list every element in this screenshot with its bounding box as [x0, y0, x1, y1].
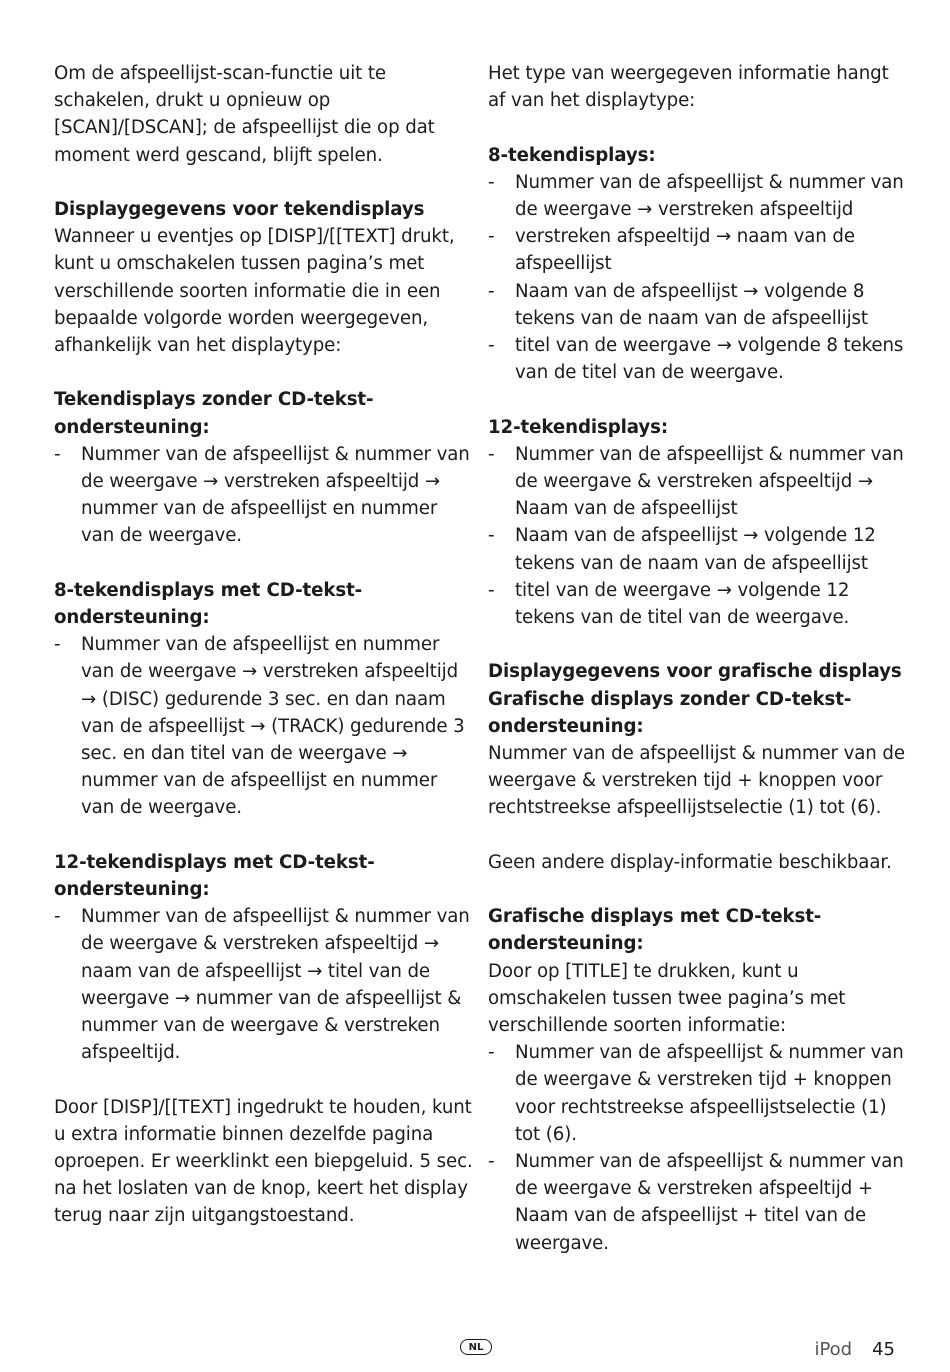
list-item: - Naam van de afspeellijst → volgende 12 tekens van de naam van de afspeellijst — [488, 522, 908, 576]
paragraph: Nummer van de afspeellijst & nummer van de weergave & verstreken tijd + knoppen voor rechtstreekse afspeellijstselectie (1) tot (6). — [488, 743, 905, 819]
list-item: - Nummer van de afspeellijst en nummer van de weergave → verstreken afspeeltijd → (DISC) gedurende 3 sec. en dan naam van de afspeellijst → (TRACK) gedurende 3 sec. en dan titel van de weergave → nummer van de afspeellijst en nummer van de weergave. — [54, 631, 474, 821]
page-number: 45 — [872, 1339, 895, 1360]
footer-brand: iPod — [814, 1339, 853, 1360]
paragraph: Geen andere display-informatie beschikbaar. — [488, 851, 892, 873]
list-item: - Nummer van de afspeellijst & nummer van de weergave & verstreken tijd + knoppen voor rechtstreekse afspeellijstselectie (1) tot (6). — [488, 1039, 908, 1148]
right-column — [488, 60, 908, 1257]
subheading: 12-tekendisplays met CD-tekst-ondersteuning: — [54, 851, 375, 901]
subheading: 8-tekendisplays met CD-tekst-ondersteuning: — [54, 579, 363, 629]
bullet-list — [488, 169, 908, 387]
subheading: Tekendisplays zonder CD-tekst-ondersteuning: — [54, 389, 374, 438]
language-badge: NL — [460, 1339, 492, 1355]
intro-paragraph: Om de afspeellijst-scan-functie uit te schakelen, drukt u opnieuw op [SCAN]/[DSCAN]; de afspeellijst die op dat moment werd gescand, blijft spelen. — [54, 63, 435, 166]
subheading: Grafische displays met CD-tekst-ondersteuning: — [488, 906, 822, 955]
list-item: - Nummer van de afspeellijst & nummer van de weergave → verstreken afspeeltijd — [488, 169, 908, 223]
list-item: - titel van de weergave → volgende 8 tekens van de titel van de weergave. — [488, 332, 908, 386]
subheading: 12-tekendisplays: — [488, 416, 669, 438]
paragraph: Door op [TITLE] te drukken, kunt u omschakelen tussen twee pagina’s met verschillende soorten informatie: — [488, 960, 846, 1037]
bullet-list — [54, 441, 474, 550]
list-item: - Nummer van de afspeellijst & nummer van de weergave → verstreken afspeeltijd → nummer van de afspeellijst en nummer van de weergave. — [54, 441, 474, 550]
list-item: - Nummer van de afspeellijst & nummer van de weergave & verstreken afspeeltijd → Naam van de afspeellijst — [488, 441, 908, 523]
paragraph: Door [DISP]/[[TEXT] ingedrukt te houden, kunt u extra informatie binnen dezelfde pagina oproepen. Er weerklinkt een biepgeluid. 5 sec. na het loslaten van de knop, keert het display terug naar zijn uitgangstoestand. — [54, 1096, 473, 1227]
paragraph: Wanneer u eventjes op [DISP]/[[TEXT] drukt, kunt u omschakelen tussen pagina’s met verschillende soorten informatie die in een bepaalde volgorde worden weergegeven, afhankelijk van het displaytype: — [54, 226, 455, 357]
bullet-list — [488, 1039, 908, 1257]
section-heading-character-displays: Displaygegevens voor tekendisplays — [54, 199, 425, 220]
list-item: - Nummer van de afspeellijst & nummer van de weergave & verstreken afspeeltijd → naam van de afspeellijst → titel van de weergave → nummer van de afspeellijst & nummer van de weergave & verstreken afspeeltijd. — [54, 903, 474, 1066]
bullet-list — [54, 631, 474, 821]
bullet-list — [54, 903, 474, 1066]
paragraph: Het type van weergegeven informatie hangt af van het displaytype: — [488, 63, 889, 112]
left-column — [54, 60, 474, 1230]
list-item: - Naam van de afspeellijst → volgende 8 tekens van de naam van de afspeellijst — [488, 278, 908, 332]
page-footer — [814, 1338, 895, 1362]
section-heading-graphic-displays: Displaygegevens voor grafische displays — [488, 661, 902, 683]
subheading: 8-tekendisplays: — [488, 144, 656, 166]
list-item: - titel van de weergave → volgende 12 tekens van de titel van de weergave. — [488, 577, 908, 631]
subheading: Grafische displays zonder CD-tekst-ondersteuning: — [488, 688, 852, 737]
list-item: - verstreken afspeeltijd → naam van de afspeellijst — [488, 223, 908, 277]
bullet-list — [488, 441, 908, 631]
list-item: - Nummer van de afspeellijst & nummer van de weergave & verstreken afspeeltijd + Naam van de afspeellijst + titel van de weergave. — [488, 1148, 908, 1257]
